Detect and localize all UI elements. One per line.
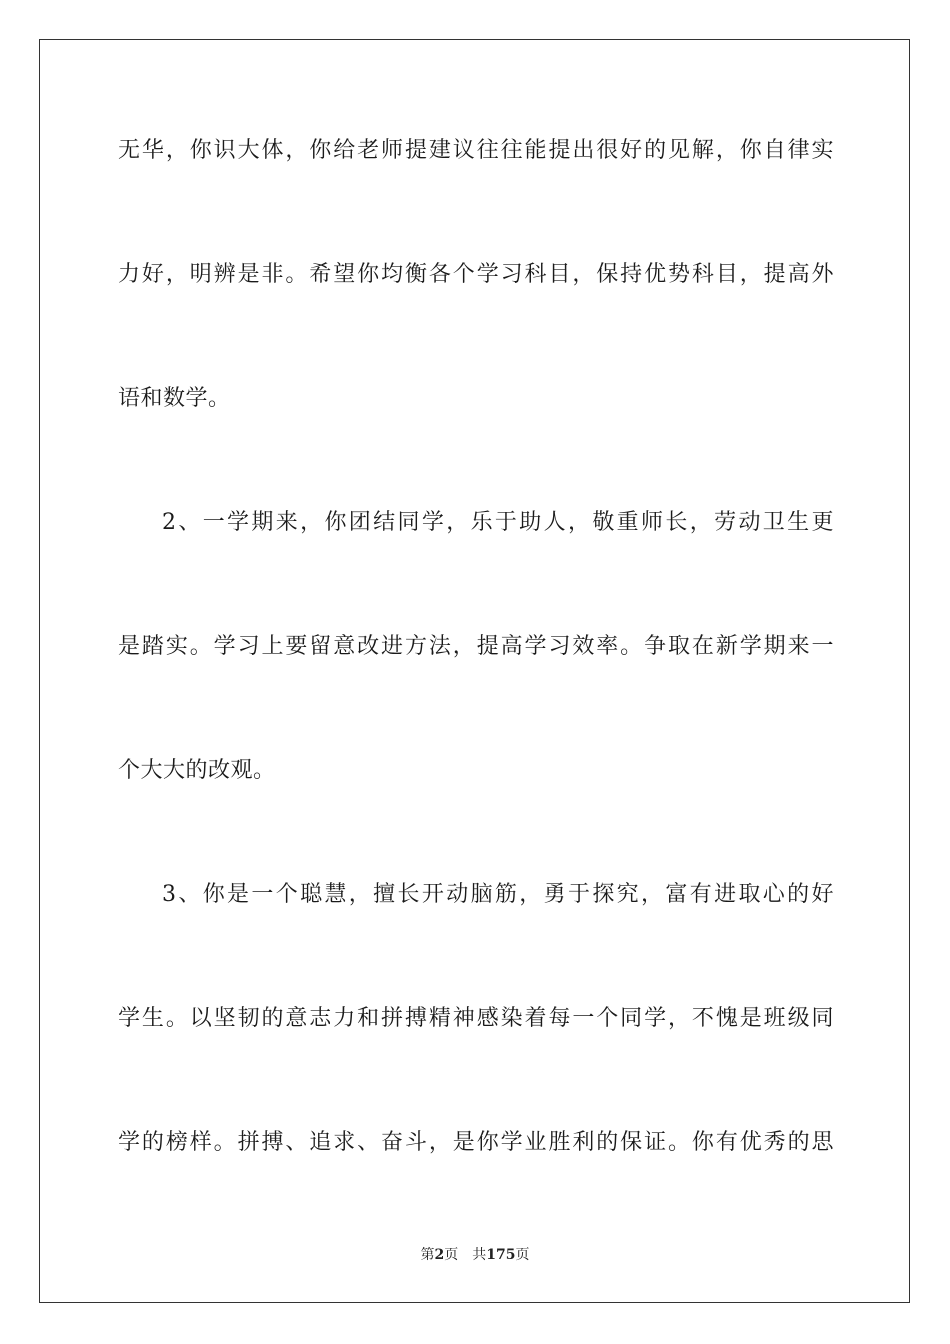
page-footer <box>0 1245 950 1265</box>
paragraph-line: 2、一学期来，你团结同学，乐于助人，敬重师长，劳动卫生更 <box>162 510 834 535</box>
paragraph-line: 力好，明辨是非。希望你均衡各个学习科目，保持优势科目，提高外 <box>118 262 834 287</box>
total-suffix: 页 <box>515 1247 530 1263</box>
paragraph-line: 3、你是一个聪慧，擅长开动脑筋，勇于探究，富有进取心的好 <box>162 882 834 907</box>
paragraph-line: 无华，你识大体，你给老师提建议往往能提出很好的见解，你自律实 <box>118 138 834 163</box>
total-pages: 175 <box>486 1247 516 1263</box>
page-border <box>39 39 910 1303</box>
page-suffix: 页 <box>444 1247 459 1263</box>
paragraph-line: 语和数学。 <box>118 386 231 411</box>
page-number: 2 <box>434 1247 445 1263</box>
paragraph-line: 学生。以坚韧的意志力和拼搏精神感染着每一个同学，不愧是班级同 <box>118 1006 834 1031</box>
total-prefix: 共 <box>472 1247 487 1263</box>
paragraph-line: 学的榜样。拼搏、追求、奋斗，是你学业胜利的保证。你有优秀的思 <box>118 1130 834 1155</box>
paragraph-line: 个大大的改观。 <box>118 758 276 783</box>
page-prefix: 第 <box>420 1247 435 1263</box>
paragraph-line: 是踏实。学习上要留意改进方法，提高学习效率。争取在新学期来一 <box>118 634 834 659</box>
